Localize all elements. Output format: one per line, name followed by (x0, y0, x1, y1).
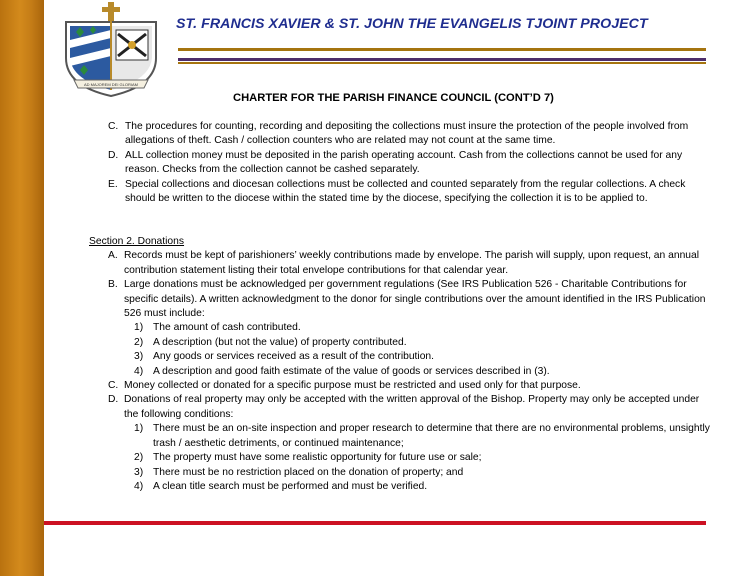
sub-item-text: There must be an on-site inspection and proper research to determine that there are no environmental problems, unsightly trash / aesthetic detriments, or continued maintenance; (153, 423, 710, 449)
item-label: A. (108, 250, 118, 262)
list-item (89, 249, 714, 278)
item-label: D. (108, 394, 119, 406)
crest-motto: AD MAJOREM DEI GLORIAM (83, 82, 139, 87)
item-text: The procedures for counting, recording and depositing the collections must insure the protection of the people involved from allegations of theft. Cash / collection counters who are related may not count at the same time. (125, 121, 689, 147)
list-item (89, 379, 714, 393)
left-decorative-bar (0, 0, 44, 576)
sub-item-text: The amount of cash contributed. (153, 322, 301, 334)
sub-item-text: A description and good faith estimate of the value of goods or services described in (3). (153, 365, 550, 377)
list-item (108, 178, 708, 207)
procedures-list (108, 120, 708, 206)
sub-item-text: A clean title search must be performed and must be verified. (153, 480, 428, 492)
item-text: Records must be kept of parishioners’ weekly contributions made by envelope. The parish will supply, upon request, an annual contribution statement listing their total envelope contributions for that calendar year. (124, 250, 700, 276)
list-item (108, 120, 708, 149)
sub-item (89, 480, 714, 494)
item-text: Donations of real property may only be accepted with the written approval of the Bishop. Property may only be accepted under the following conditions: (124, 394, 700, 420)
document-title: CHARTER FOR THE PARISH FINANCE COUNCIL (CONT’D 7) (233, 92, 554, 104)
sub-item-label: 4) (134, 480, 144, 492)
sub-item-label: 1) (134, 423, 144, 435)
header-rule-gold-thin (178, 62, 706, 64)
sub-item-label: 2) (134, 452, 144, 464)
list-item (89, 393, 714, 422)
sub-item (89, 422, 714, 451)
header-title: ST. FRANCIS XAVIER & ST. JOHN THE EVANGELIS TJOINT PROJECT (176, 16, 648, 32)
sub-item-label: 4) (134, 365, 144, 377)
item-label: C. (108, 380, 119, 392)
item-label: B. (108, 279, 118, 291)
sub-item-label: 3) (134, 466, 144, 478)
donations-section (89, 235, 714, 494)
sub-item (89, 466, 714, 480)
sub-item-text: The property must have some realistic opportunity for future use or sale; (153, 452, 482, 464)
list-item (108, 149, 708, 178)
sub-item (89, 336, 714, 350)
list-item (89, 278, 714, 321)
header-rule-gold (178, 48, 706, 51)
sub-item (89, 321, 714, 335)
item-label: D. (108, 149, 119, 161)
sub-item-text: Any goods or services received as a result of the contribution. (153, 351, 435, 363)
item-text: Special collections and diocesan collections must be collected and counted separately from the regular collections. A check should be written to the diocese within the stated time by the diocese, specifying the collection it is to be applied to. (125, 178, 686, 205)
section-heading: Section 2. Donations (89, 236, 185, 247)
item-label: C. (108, 121, 119, 132)
sub-item-text: A description (but not the value) of property contributed. (153, 336, 407, 348)
sub-item-text: There must be no restriction placed on the donation of property; and (153, 466, 464, 478)
sub-item (89, 451, 714, 465)
header-rule-purple (178, 58, 706, 61)
bottom-rule (44, 521, 706, 525)
item-text: Large donations must be acknowledged per government regulations (See IRS Publication 526 - Charitable Contributions for specific details). A written acknowledgment to the donor for single contributions over the amount identified in the IRS Publication 526 must include: (124, 279, 706, 320)
sub-item-label: 1) (134, 322, 144, 334)
sub-item-label: 2) (134, 336, 144, 348)
item-text: Money collected or donated for a specific purpose must be restricted and used only for that purpose. (124, 380, 581, 392)
sub-item-label: 3) (134, 351, 144, 363)
sub-item (89, 365, 714, 379)
item-label: E. (108, 178, 118, 190)
sub-item (89, 350, 714, 364)
diocese-crest-icon (56, 0, 166, 100)
item-text: ALL collection money must be deposited in the parish operating account. Cash from the collections cannot be used for any reason. Checks from the collection cannot be cashed separately. (125, 149, 683, 176)
